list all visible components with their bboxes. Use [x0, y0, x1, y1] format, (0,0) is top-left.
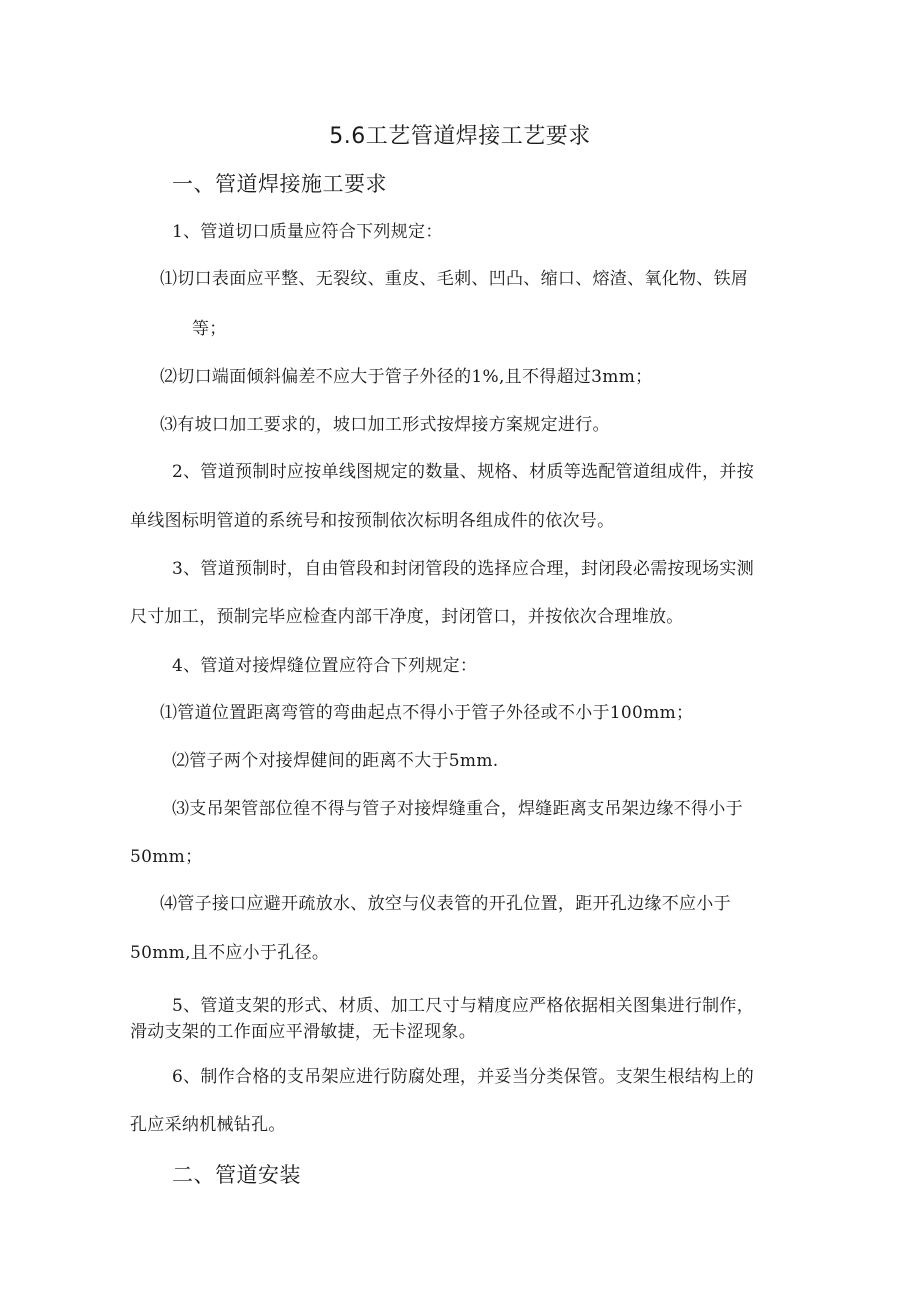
item-4-sub-4-line-2: 50mm,且不应小于孔径。: [130, 943, 330, 963]
item-2-line-1: 2、管道预制时应按单线图规定的数量、规格、材质等选配管道组成件，并按: [172, 462, 755, 482]
item-5-line-1: 5、管道支架的形式、材质、加工尺寸与精度应严格依据相关图集进行制作，: [172, 996, 755, 1016]
item-1-sub-2: ⑵切口端面倾斜偏差不应大于管子外径的1%,且不得超过3mm；: [160, 367, 653, 387]
item-1-sub-1-line-1: ⑴切口表面应平整、无裂纹、重皮、毛刺、凹凸、缩口、熔渣、氧化物、铁屑: [160, 269, 749, 289]
item-6-line-1: 6、制作合格的支吊架应进行防腐处理，并妥当分类保管。支架生根结构上的: [172, 1067, 755, 1087]
document-title: 5.6工艺管道焊接工艺要求: [329, 124, 591, 149]
item-2-line-2: 单线图标明管道的系统号和按预制依次标明各组成件的依次号。: [130, 511, 615, 531]
item-3-line-2: 尺寸加工，预制完毕应检查内部干净度，封闭管口，并按依次合理堆放。: [130, 607, 684, 627]
item-1-text: 1、管道切口质量应符合下列规定：: [172, 222, 443, 242]
item-4-sub-3-line-1: ⑶支吊架管部位徨不得与管子对接焊缝重合，焊缝距离支吊架边缘不得小于: [172, 799, 743, 819]
item-4-sub-4-line-1: ⑷管子接口应避开疏放水、放空与仪表管的开孔位置，距开孔边缘不应小于: [160, 894, 731, 914]
item-4-sub-1: ⑴管道位置距离弯管的弯曲起点不得小于管子外径或不小于100mm；: [160, 703, 694, 723]
section-heading-1: 一、管道焊接施工要求: [172, 172, 387, 196]
item-4-sub-2: ⑵管子两个对接焊健间的距离不大于5mm.: [172, 751, 499, 771]
item-5-line-2: 滑动支架的工作面应平滑敏捷，无卡涩现象。: [130, 1022, 476, 1042]
section-heading-2: 二、管道安装: [172, 1163, 301, 1187]
item-4-text: 4、管道对接焊缝位置应符合下列规定：: [172, 656, 478, 676]
item-1-sub-1-line-2: 等；: [192, 319, 227, 339]
item-4-sub-3-line-2: 50mm；: [130, 847, 203, 867]
item-6-line-2: 孔应采纳机械钻孔。: [130, 1115, 286, 1135]
item-3-line-1: 3、管道预制时，自由管段和封闭管段的选择应合理，封闭段必需按现场实测: [172, 559, 755, 579]
item-1-sub-3: ⑶有坡口加工要求的，坡口加工形式按焊接方案规定进行。: [160, 415, 610, 435]
